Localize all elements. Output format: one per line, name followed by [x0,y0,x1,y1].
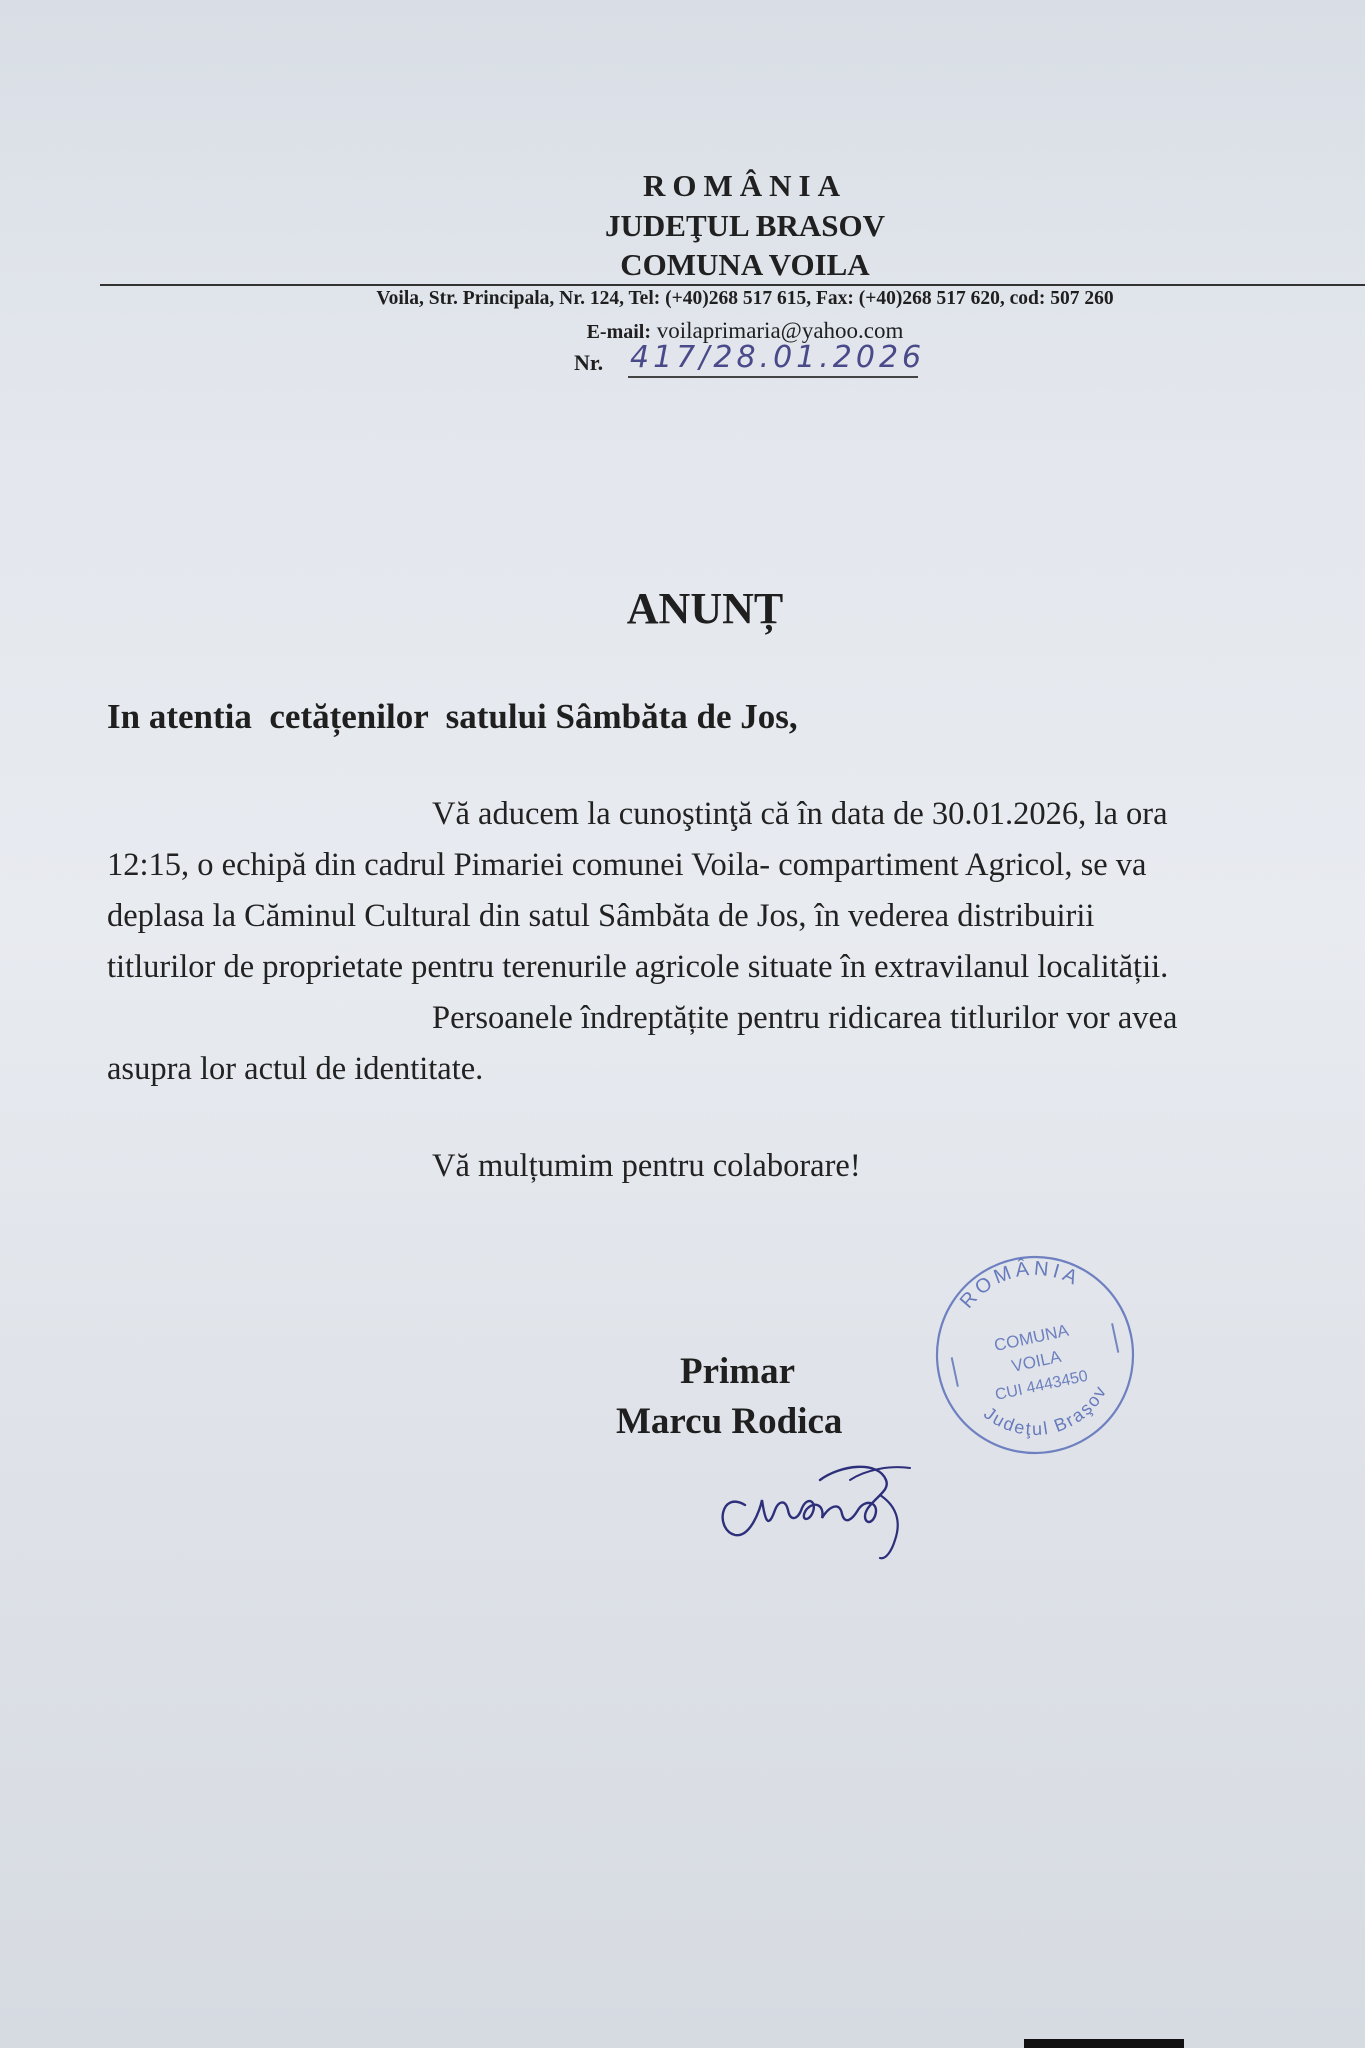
stamp-line1: COMUNA [992,1320,1071,1356]
paragraph1-line: Vă aducem la cunoştinţă că în data de 30.01.2026, la ora [432,796,1168,832]
paragraph2-line: asupra lor actul de identitate. [107,1051,484,1087]
header-country: ROMÂNIA [643,168,847,203]
stamp-line2: VOILA [1009,1346,1063,1376]
paragraph1-line: 12:15, o echipă din cadrul Pimariei comunei Voila- compartiment Agricol, se va [107,847,1147,883]
email-address: voilaprimaria@yahoo.com [656,318,904,343]
signatory-role: Primar [680,1351,796,1392]
stamp-top-text: ROMÂNIA [955,1257,1085,1313]
signatory-name: Marcu Rodica [616,1401,843,1442]
official-stamp [925,1245,1145,1465]
registration-number-label: Nr. [574,350,604,375]
stamp-line3: CUI 4443450 [993,1367,1090,1404]
header-commune: COMUNA VOILA [620,247,870,282]
closing-text: Vă mulțumim pentru colaborare! [432,1148,861,1184]
header-address: Voila, Str. Principala, Nr. 124, Tel: (+40)268 517 615, Fax: (+40)268 517 620, cod: 507 260 [376,288,1114,309]
announcement-greeting: In atentia cetățenilor satului Sâmbăta de Jos, [107,697,798,736]
registration-number-value: 417/28.01.2026 [630,340,926,375]
email-label: E-mail: [586,321,652,343]
registration-number-handwritten [630,340,1000,382]
paragraph1-line: deplasa la Căminul Cultural din satul Sâmbăta de Jos, în vederea distribuirii [107,898,1095,934]
stamp-bottom-text: Judeţul Braşov [980,1381,1112,1440]
announcement-title: ANUNȚ [626,584,784,633]
paragraph1-line: titlurilor de proprietate pentru terenurile agricole situate în extravilanul localității. [107,949,1169,985]
bottom-edge-bar [1024,2039,1184,2048]
paragraph2-line: Persoanele îndreptățite pentru ridicarea titlurilor vor avea [432,1000,1178,1036]
header-divider [100,284,1365,286]
header-county: JUDEŢUL BRASOV [605,208,885,243]
handwritten-signature [690,1410,950,1560]
